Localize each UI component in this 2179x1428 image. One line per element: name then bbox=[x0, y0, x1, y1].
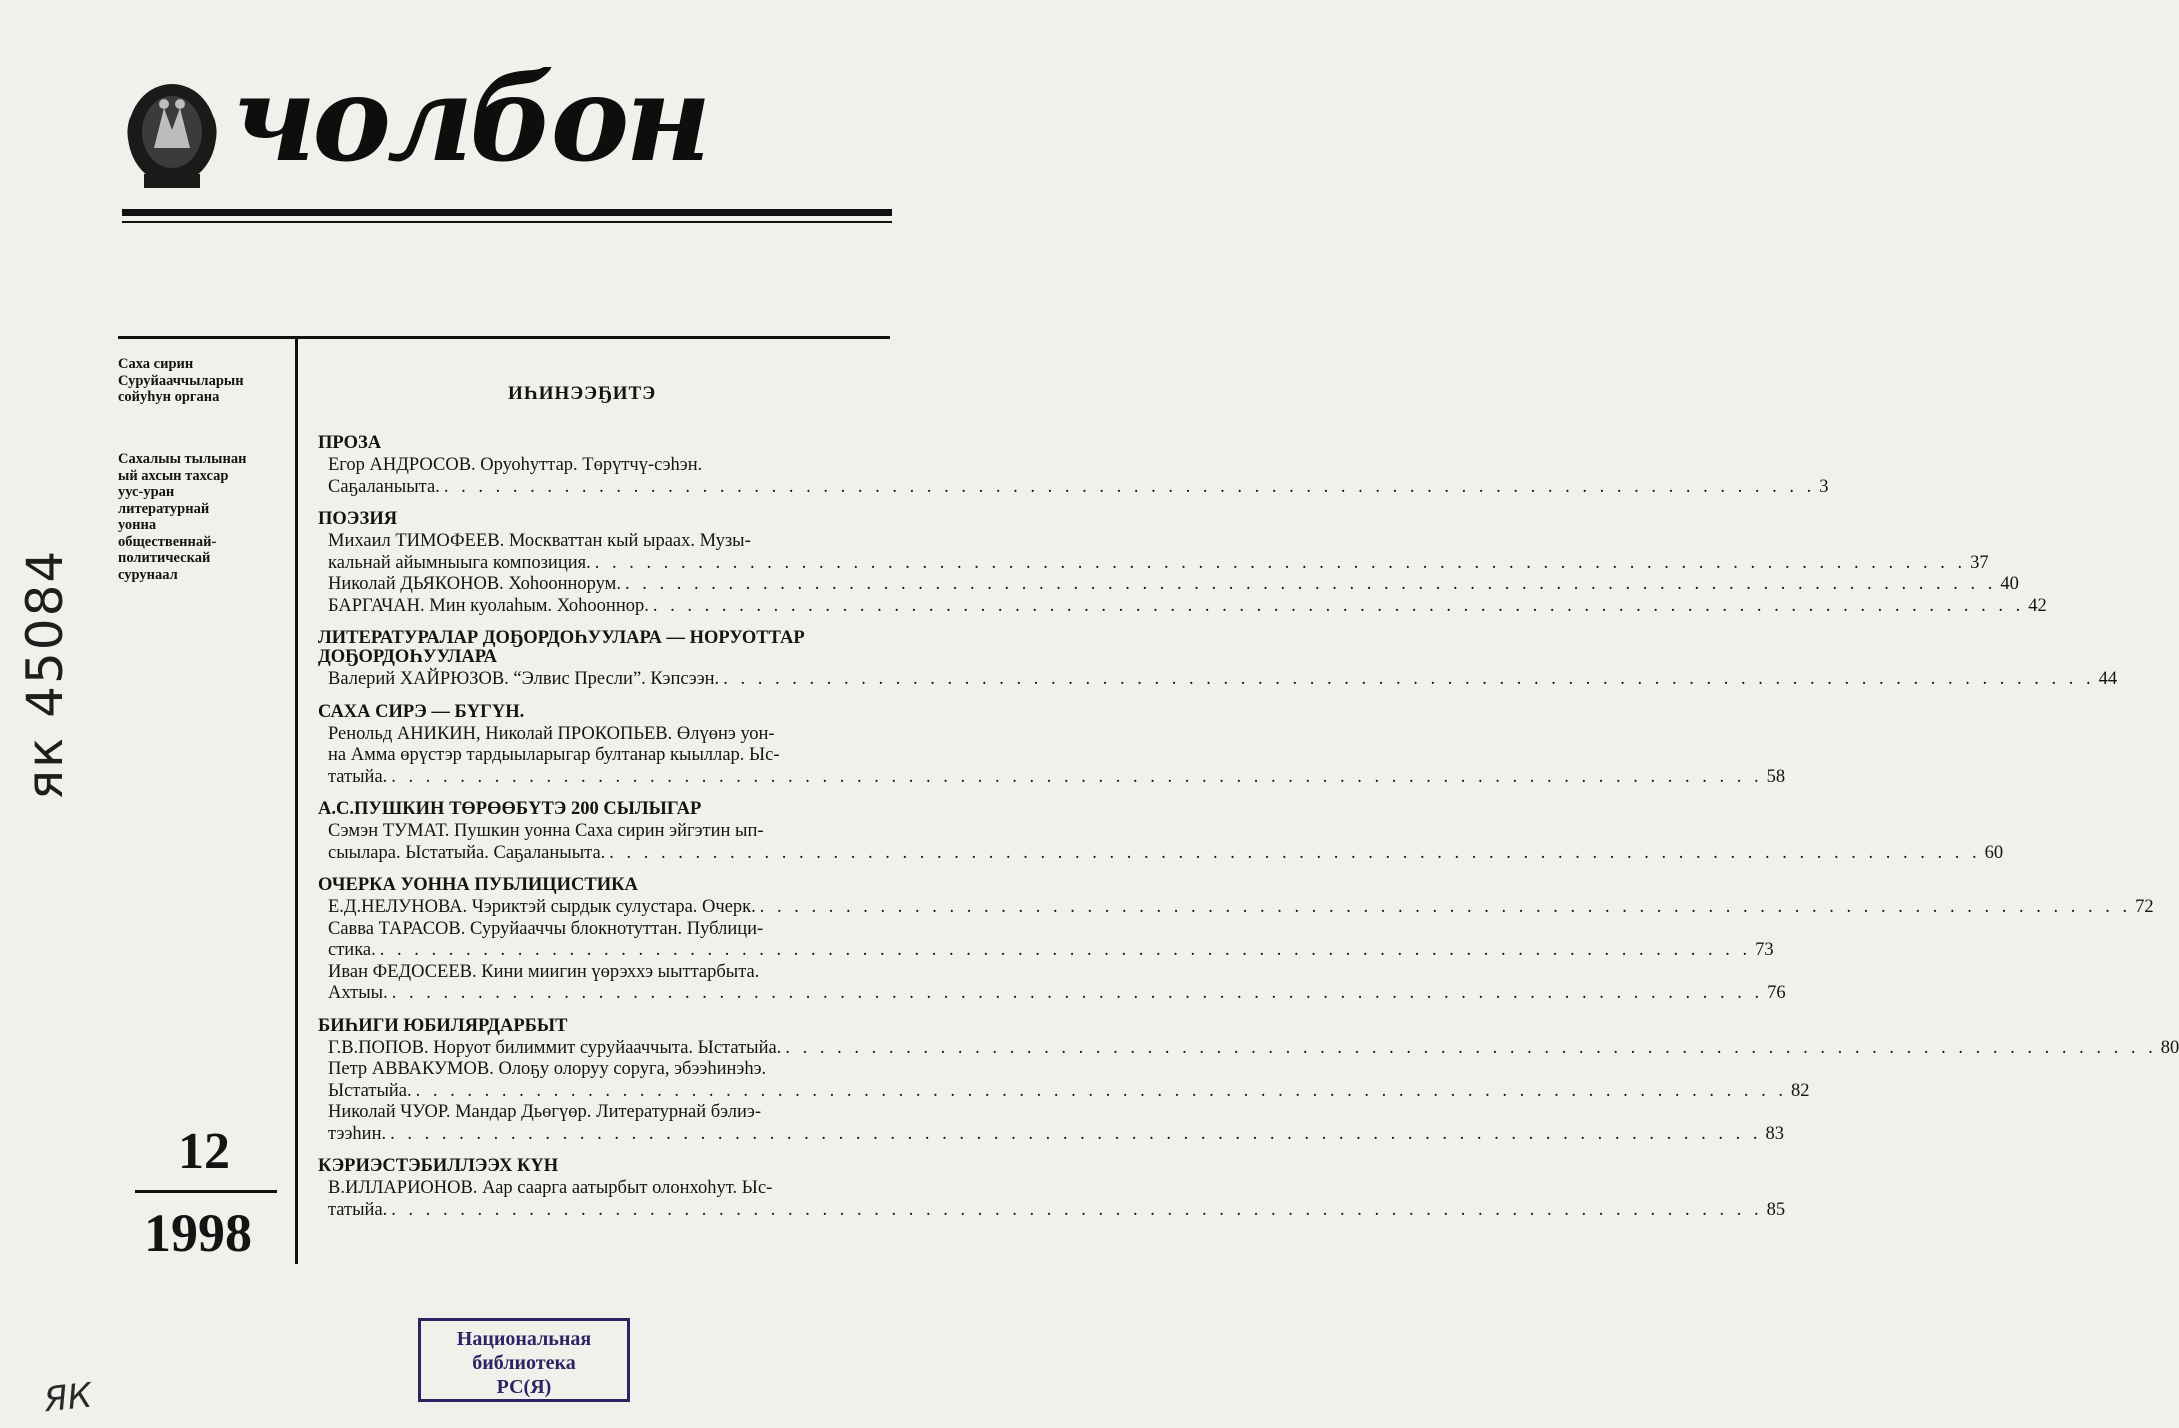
toc-section-heading-line: ПРОЗА bbox=[318, 433, 382, 453]
toc-entry-line: Петр АВВАКУМОВ. Олоҕу олоруу соруга, эбээhинэhэ. bbox=[328, 1059, 767, 1079]
toc-section-heading bbox=[318, 1017, 892, 1036]
toc-entry bbox=[328, 1059, 1810, 1102]
toc-entry-last-line bbox=[328, 552, 1989, 575]
toc-entry-line: В.ИЛЛАРИОНОВ. Аар саарга аатырбыт олонхоhут. Ыс- bbox=[328, 1178, 773, 1198]
toc-page-number: 58 bbox=[1766, 766, 1786, 787]
toc-entry bbox=[328, 669, 2118, 691]
handwritten-call-number: як 45084 bbox=[16, 548, 74, 800]
table-of-contents bbox=[318, 433, 2179, 1221]
toc-entry-line: Михаил ТИМОФЕЕВ. Москваттан кый ыраах. Музы- bbox=[328, 531, 751, 551]
toc-leader-dots: . . . . . . . . . . . . . . . . . . . . . . . . . . . . . . . . . . . . . . . . . . . . . . . . . . . . . . . . . . . . . . . . . . . . . . . . . . . . . . . . bbox=[379, 940, 1752, 960]
sidebar-desc-line: уус-уран bbox=[118, 484, 175, 500]
toc-entry bbox=[328, 455, 1829, 498]
toc-entry-last-line bbox=[328, 669, 2118, 691]
toc-entry-line: Ыстатыйа. bbox=[328, 1080, 412, 1101]
sidebar-desc-line: политическай bbox=[118, 550, 211, 566]
toc-page-number: 82 bbox=[1791, 1080, 1810, 1101]
stamp-line: РС(Я) bbox=[496, 1376, 552, 1398]
toc-entry-line: стика. bbox=[328, 940, 376, 960]
sidebar-desc-line: Сахалыы тылынан bbox=[118, 451, 247, 467]
toc-leader-dots: . . . . . . . . . . . . . . . . . . . . . . . . . . . . . . . . . . . . . . . . . . . . . . . . . . . . . . . . . . . . . . . . . . . . . . . . . . . . . . . . bbox=[415, 1080, 1788, 1101]
toc-page-number: 37 bbox=[1970, 552, 1989, 573]
toc-leader-dots: . . . . . . . . . . . . . . . . . . . . . . . . . . . . . . . . . . . . . . . . . . . . . . . . . . . . . . . . . . . . . . . . . . . . . . . . . . . . . . . . bbox=[785, 1037, 2157, 1058]
toc-entry-line: БАРГАЧАН. Мин куолаhым. Хоhооннор. bbox=[328, 595, 649, 616]
toc-page-number: 72 bbox=[2135, 897, 2154, 917]
toc-entry-line: Савва ТАРАСОВ. Суруйааччы блокнотуттан. Публици- bbox=[328, 918, 764, 939]
toc-entry bbox=[328, 1037, 2179, 1060]
toc-page-number: 76 bbox=[1767, 983, 1786, 1003]
toc-entry bbox=[328, 918, 1774, 962]
toc-entry-last-line bbox=[328, 1123, 1784, 1146]
toc-section-heading-line: ДОҔОРДОҺУУЛАРА bbox=[318, 647, 498, 667]
toc-entry-line: кальнай айымныыга композиция. bbox=[328, 552, 591, 573]
toc-leader-dots: . . . . . . . . . . . . . . . . . . . . . . . . . . . . . . . . . . . . . . . . . . . . . . . . . . . . . . . . . . . . . . . . . . . . . . . . . . . . . . . . bbox=[652, 595, 2025, 616]
library-stamp bbox=[418, 1318, 630, 1402]
toc-entry-line: Николай ДЬЯКОНОВ. Хоhооннорум. bbox=[328, 574, 622, 594]
toc-entry bbox=[328, 1102, 1784, 1145]
sidebar-org-line: сойуhун органа bbox=[118, 389, 220, 405]
toc-page-number: 85 bbox=[1766, 1199, 1786, 1220]
masthead-rule-thick bbox=[122, 209, 892, 216]
toc-entry-last-line bbox=[328, 1080, 1810, 1103]
toc-entry-last-line bbox=[328, 842, 2004, 865]
stamp-line: библиотека bbox=[472, 1352, 576, 1374]
sidebar-organization bbox=[118, 356, 288, 406]
toc-section-heading-line: ЛИТЕРАТУРАЛАР ДОҔОРДОҺУУЛАРА — НОРУОТТАР bbox=[318, 628, 805, 648]
toc-entry-line: Саҕаланыыта. bbox=[328, 476, 440, 497]
toc-entry bbox=[328, 723, 1786, 789]
toc-page-number: 42 bbox=[2028, 595, 2047, 616]
toc-entry bbox=[328, 821, 2004, 864]
toc-leader-dots: . . . . . . . . . . . . . . . . . . . . . . . . . . . . . . . . . . . . . . . . . . . . . . . . . . . . . . . . . . . . . . . . . . . . . . . . . . . . . . . . bbox=[390, 1123, 1762, 1144]
toc-section-heading-line: БИҺИГИ ЮБИЛЯРДАРБЫТ bbox=[318, 1015, 568, 1036]
toc-entry-line: татыйа. bbox=[328, 1199, 388, 1220]
toc-leader-dots: . . . . . . . . . . . . . . . . . . . . . . . . . . . . . . . . . . . . . . . . . . . . . . . . . . . . . . . . . . . . . . . . . . . . . . . . . . . . . . . . bbox=[391, 983, 1764, 1003]
toc-page-number: 60 bbox=[1984, 842, 2004, 863]
toc-entry bbox=[328, 574, 2019, 596]
toc-entry bbox=[328, 595, 2047, 618]
handwritten-corner-mark: ЯК bbox=[42, 1375, 94, 1421]
toc-entry-line: Г.В.ПОПОВ. Норуот билиммит суруйааччыта. Ыстатыйа. bbox=[328, 1037, 782, 1058]
toc-section-heading-line: ПОЭЗИЯ bbox=[318, 509, 398, 529]
toc-entry-line: Иван ФЕДОСЕЕВ. Кини миигин үөрэххэ ыыттарбыта. bbox=[328, 961, 760, 982]
toc-page-number: 44 bbox=[2098, 669, 2118, 689]
toc-leader-dots: . . . . . . . . . . . . . . . . . . . . . . . . . . . . . . . . . . . . . . . . . . . . . . . . . . . . . . . . . . . . . . . . . . . . . . . . . . . . . . . . bbox=[443, 476, 1816, 497]
sidebar-desc-line: ый ахсын тахсар bbox=[118, 467, 229, 484]
toc-entry-last-line bbox=[328, 897, 2154, 919]
toc-entry-line: Ахтыы. bbox=[328, 983, 388, 1003]
toc-entry bbox=[328, 531, 1989, 574]
toc-leader-dots: . . . . . . . . . . . . . . . . . . . . . . . . . . . . . . . . . . . . . . . . . . . . . . . . . . . . . . . . . . . . . . . . . . . . . . . . . . . . . . . . bbox=[609, 842, 1981, 863]
toc-entry-last-line bbox=[328, 940, 1774, 962]
sidebar-desc-line: общественнай- bbox=[118, 533, 217, 550]
toc-page-number: 80 bbox=[2160, 1037, 2179, 1058]
toc-section-heading bbox=[318, 703, 892, 722]
toc-entry-line: сыылара. Ыстатыйа. Саҕаланыыта. bbox=[328, 842, 606, 863]
toc-entry-line: Ренольд АНИКИН, Николай ПРОКОПЬЕВ. Өлүөнэ уон- bbox=[328, 723, 775, 744]
issue-divider bbox=[135, 1190, 277, 1193]
toc-entry-last-line bbox=[328, 766, 1786, 789]
issue-number: 12 bbox=[178, 1123, 230, 1180]
toc-leader-dots: . . . . . . . . . . . . . . . . . . . . . . . . . . . . . . . . . . . . . . . . . . . . . . . . . . . . . . . . . . . . . . . . . . . . . . . . . . . . . . . . bbox=[391, 1199, 1763, 1220]
toc-page-number: 73 bbox=[1755, 940, 1774, 960]
toc-entry-last-line bbox=[328, 574, 2019, 596]
sidebar-org-line: Саха сирин bbox=[118, 356, 194, 372]
toc-entry-line: тээhин. bbox=[328, 1123, 387, 1144]
toc-page-number: 40 bbox=[2000, 574, 2019, 594]
toc-section-heading bbox=[318, 1157, 892, 1176]
toc-entry-line: татыйа. bbox=[328, 766, 388, 787]
toc-entry-last-line bbox=[328, 595, 2047, 618]
toc-entry-line: Егор АНДРОСОВ. Оруоhуттар. Төрүтчү-сэhэн. bbox=[328, 455, 703, 475]
toc-leader-dots: . . . . . . . . . . . . . . . . . . . . . . . . . . . . . . . . . . . . . . . . . . . . . . . . . . . . . . . . . . . . . . . . . . . . . . . . . . . . . . . . bbox=[391, 766, 1763, 787]
toc-entry-line: Е.Д.НЕЛУНОВА. Чэриктэй сырдык сулустара. Очерк. bbox=[328, 897, 756, 917]
toc-section-heading-line: КЭРИЭСТЭБИЛЛЭЭХ КҮН bbox=[318, 1156, 559, 1176]
sidebar-desc-line: литературнай bbox=[118, 500, 210, 517]
toc-entry bbox=[328, 961, 1786, 1005]
journal-masthead-title: чолбон bbox=[232, 49, 708, 188]
toc-entry-line: Николай ЧУОР. Мандар Дьөгүөр. Литературнай бэлиэ- bbox=[328, 1102, 761, 1122]
toc-entry-line: на Амма өрүстэр тардыыларыгар бултанар кыыллар. Ыс- bbox=[328, 745, 780, 765]
toc-entry bbox=[328, 897, 2154, 919]
toc-section-heading bbox=[318, 800, 892, 819]
sidebar-description bbox=[118, 451, 288, 583]
toc-leader-dots: . . . . . . . . . . . . . . . . . . . . . . . . . . . . . . . . . . . . . . . . . . . . . . . . . . . . . . . . . . . . . . . . . . . . . . . . . . . . . . . . bbox=[625, 574, 1997, 594]
toc-page-number: 3 bbox=[1819, 476, 1829, 497]
toc-entry-line: Сэмэн ТУМАТ. Пушкин уонна Саха сирин эйгэтин ып- bbox=[328, 821, 764, 841]
toc-section-heading bbox=[318, 510, 892, 529]
toc-page-number: 83 bbox=[1765, 1123, 1784, 1144]
toc-leader-dots: . . . . . . . . . . . . . . . . . . . . . . . . . . . . . . . . . . . . . . . . . . . . . . . . . . . . . . . . . . . . . . . . . . . . . . . . . . . . . . . . bbox=[594, 552, 1967, 573]
toc-title: ИҺИНЭЭҔИТЭ bbox=[508, 383, 657, 404]
toc-section-heading bbox=[318, 629, 892, 667]
toc-entry-last-line bbox=[328, 983, 1786, 1005]
toc-entry-last-line bbox=[328, 1199, 1786, 1222]
toc-entry-line: Валерий ХАЙРЮЗОВ. “Элвис Пресли”. Кэпсээн. bbox=[328, 669, 720, 689]
toc-leader-dots: . . . . . . . . . . . . . . . . . . . . . . . . . . . . . . . . . . . . . . . . . . . . . . . . . . . . . . . . . . . . . . . . . . . . . . . . . . . . . . . . bbox=[759, 897, 2132, 917]
toc-entry-last-line bbox=[328, 1037, 2179, 1060]
toc-entry bbox=[328, 1178, 1786, 1221]
journal-emblem bbox=[124, 78, 220, 194]
toc-leader-dots: . . . . . . . . . . . . . . . . . . . . . . . . . . . . . . . . . . . . . . . . . . . . . . . . . . . . . . . . . . . . . . . . . . . . . . . . . . . . . . . . bbox=[723, 669, 2095, 689]
toc-section-heading-line: ОЧЕРКА УОННА ПУБЛИЦИСТИКА bbox=[318, 875, 638, 895]
toc-entry-last-line bbox=[328, 476, 1829, 499]
sidebar-org-line: Суруйааччыларын bbox=[118, 372, 244, 389]
toc-section-heading-line: САХА СИРЭ — БҮГҮН. bbox=[318, 701, 525, 722]
header-divider bbox=[118, 336, 890, 339]
sidebar-desc-line: сурунаал bbox=[118, 566, 178, 583]
toc-section-heading-line: А.С.ПУШКИН ТӨРӨӨБҮТЭ 200 СЫЛЫГАР bbox=[318, 799, 702, 819]
sidebar-desc-line: уонна bbox=[118, 517, 157, 533]
issue-year: 1998 bbox=[144, 1203, 252, 1263]
stamp-line: Национальная bbox=[456, 1328, 592, 1350]
column-divider bbox=[295, 338, 298, 1264]
masthead-rule-thin bbox=[122, 221, 892, 223]
toc-section-heading bbox=[318, 434, 892, 453]
toc-section-heading bbox=[318, 876, 892, 895]
